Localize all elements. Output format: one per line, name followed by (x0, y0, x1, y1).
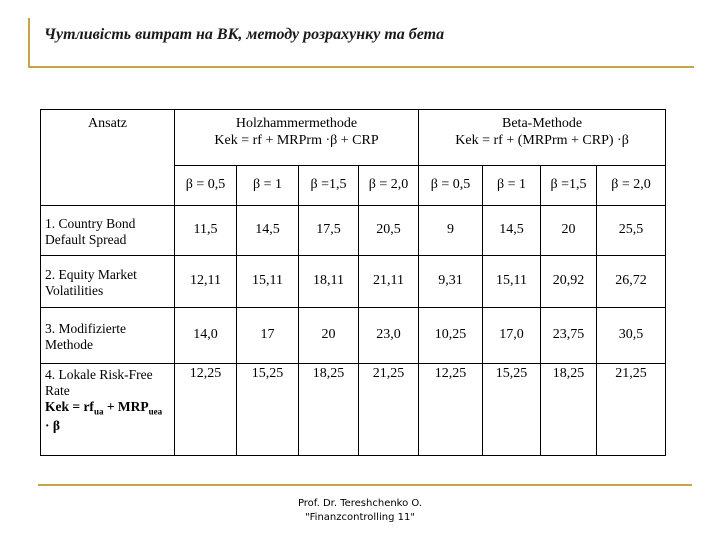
table-cell: 21,11 (359, 256, 419, 308)
table-cell: 17 (237, 308, 299, 364)
footer-author: Prof. Dr. Tereshchenko O. (297, 498, 423, 509)
beta-method-header (419, 110, 666, 166)
footer (0, 497, 720, 524)
slide-title: Чутливість витрат на ВК, методу розрахунку та бета (44, 26, 445, 43)
beta-header: β = 2,0 (359, 166, 419, 206)
beta-header: β =1,5 (541, 166, 597, 206)
table-cell: 10,25 (419, 308, 483, 364)
beta-header: β = 0,5 (419, 166, 483, 206)
table-cell: 15,11 (483, 256, 541, 308)
table-cell: 20 (299, 308, 359, 364)
table-row (41, 364, 666, 456)
row-label (41, 364, 175, 456)
table-cell: 20,5 (359, 206, 419, 256)
beta-header: β = 2,0 (597, 166, 666, 206)
table-cell: 26,72 (597, 256, 666, 308)
beta-header: β =1,5 (299, 166, 359, 206)
row-label-formula: Kek = $rf_{ua} + MRP_{uea} \cdot \beta$ (45, 399, 163, 433)
table-cell: 14,5 (237, 206, 299, 256)
table-cell: 18,25 (299, 364, 359, 456)
header-row (41, 110, 666, 166)
footer-divider (38, 484, 692, 486)
holzhammer-header (175, 110, 419, 166)
row-label-text: 4. Lokale Risk-Free Rate (45, 367, 153, 399)
table-cell: 30,5 (597, 308, 666, 364)
table-cell: 18,11 (299, 256, 359, 308)
table-cell: 15,11 (237, 256, 299, 308)
table-cell: 14,0 (175, 308, 237, 364)
table-cell: 9,31 (419, 256, 483, 308)
table-cell: 17,5 (299, 206, 359, 256)
table-cell: 9 (419, 206, 483, 256)
table-cell: 15,25 (237, 364, 299, 456)
beta-method-formula: Kek = rf + (MRPrm + CRP) ·β (455, 132, 629, 148)
title-frame (28, 18, 694, 68)
beta-header: β = 0,5 (175, 166, 237, 206)
holzhammer-formula: Kek = rf + MRPrm ·β + CRP (214, 132, 379, 148)
row-label: 1. Country Bond Default Spread (41, 206, 175, 256)
holzhammer-name: Holzhammermethode (235, 116, 358, 131)
table-cell: 14,5 (483, 206, 541, 256)
table-cell: 11,5 (175, 206, 237, 256)
table-cell: 23,75 (541, 308, 597, 364)
ansatz-header: Ansatz (41, 110, 175, 206)
table-cell: 21,25 (359, 364, 419, 456)
table-cell: 12,11 (175, 256, 237, 308)
table-row (41, 206, 666, 256)
table-cell: 17,0 (483, 308, 541, 364)
table-cell: 12,25 (419, 364, 483, 456)
table-cell: 25,5 (597, 206, 666, 256)
table-row (41, 256, 666, 308)
beta-header: β = 1 (483, 166, 541, 206)
footer-course: "Finanzcontrolling 11" (305, 511, 415, 523)
table-row (41, 308, 666, 364)
table-cell: 12,25 (175, 364, 237, 456)
table-cell: 18,25 (541, 364, 597, 456)
beta-method-name: Beta-Methode (502, 116, 583, 131)
table-cell: 15,25 (483, 364, 541, 456)
table-cell: 20 (541, 206, 597, 256)
row-label: 2. Equity Market Volatilities (41, 256, 175, 308)
row-label: 3. Modifizierte Methode (41, 308, 175, 364)
table-cell: 23,0 (359, 308, 419, 364)
table-cell: 20,92 (541, 256, 597, 308)
beta-header: β = 1 (237, 166, 299, 206)
table-cell: 21,25 (597, 364, 666, 456)
sensitivity-table (40, 109, 666, 456)
